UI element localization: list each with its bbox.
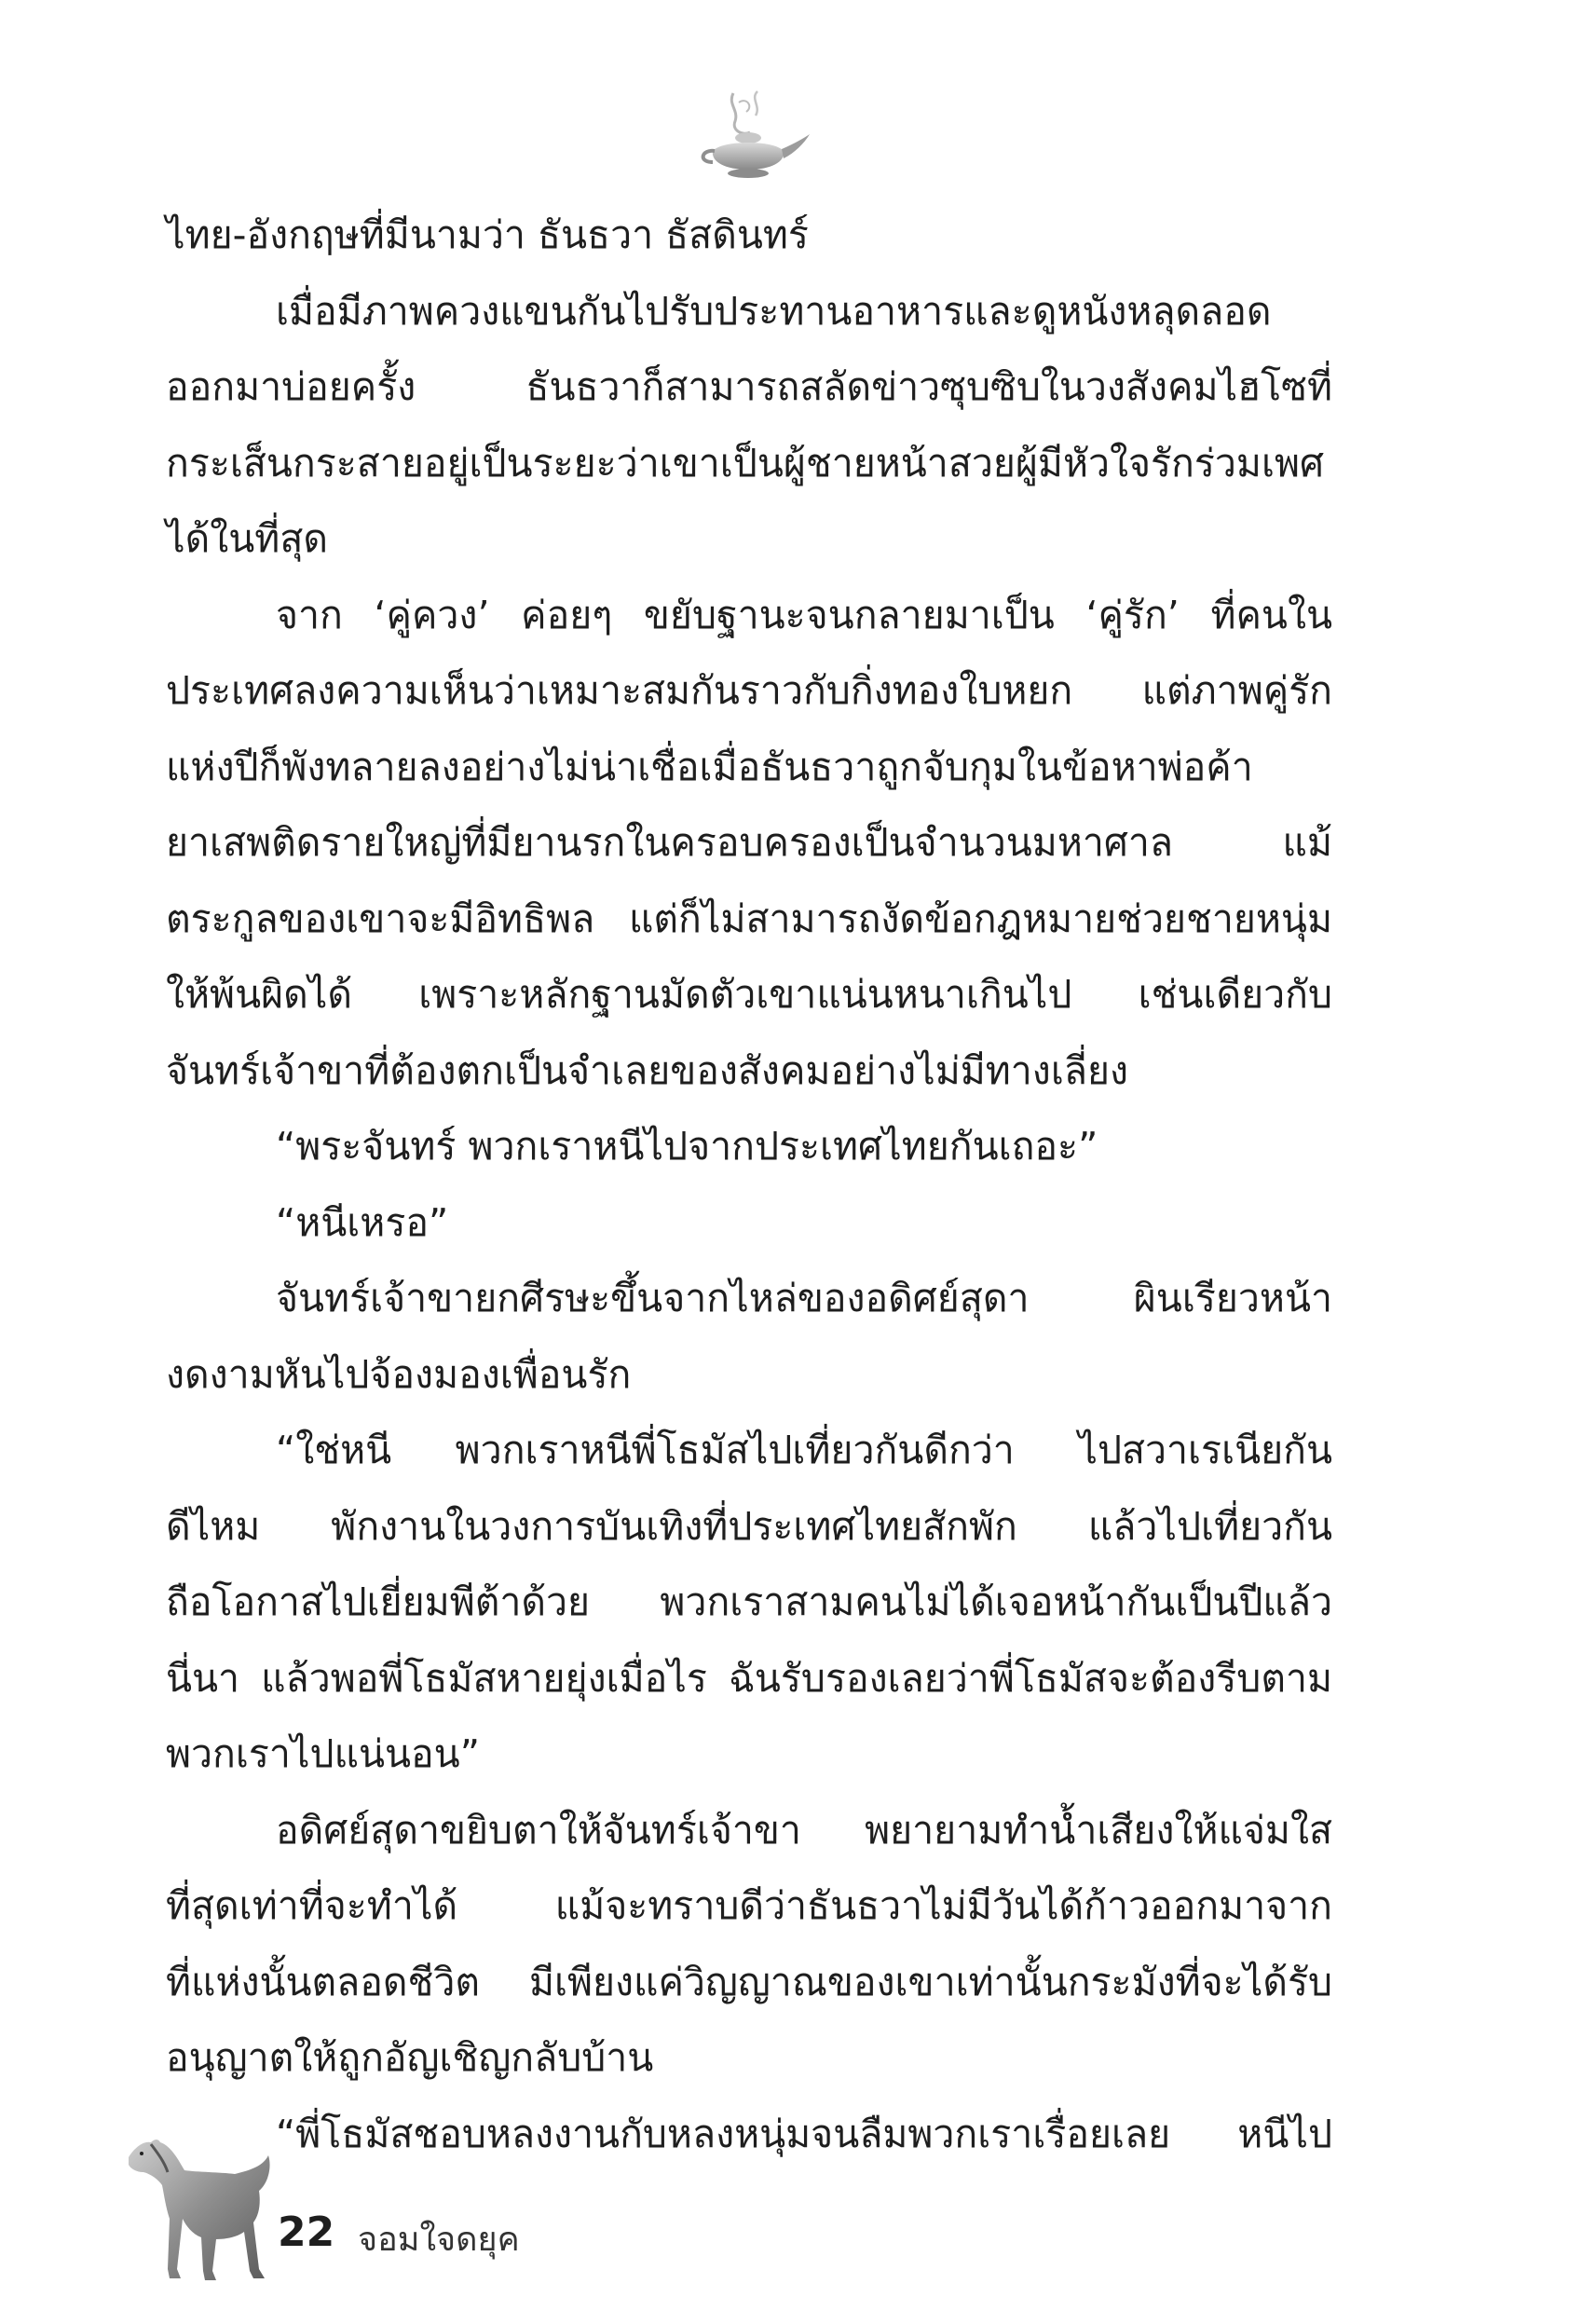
text-line: “พี่โธมัสชอบหลงงานกับหลงหนุ่มจนลืมพวกเราเรื่อยเลย หนีไป	[276, 2111, 1332, 2156]
text-line: “ใช่หนี พวกเราหนีพี่โธมัสไปเที่ยวกันดีกว่า ไปสวาเรเนียกัน	[276, 1428, 1332, 1472]
text-line: กระเส็นกระสายอยู่เป็นระยะว่าเขาเป็นผู้ชายหน้าสวยผู้มีหัวใจรักร่วมเพศ	[166, 440, 1325, 485]
body-text	[166, 198, 1332, 2172]
running-title: จอมใจดยุค	[358, 2221, 520, 2259]
text-line: ยาเสพติดรายใหญ่ที่มียานรกในครอบครองเป็นจำนวนมหาศาล แม้	[166, 820, 1332, 865]
text-line: อดิศย์สุดาขยิบตาให้จันทร์เจ้าขา พยายามทำน้ำเสียงให้แจ่มใส	[276, 1807, 1332, 1853]
text-line: จาก ‘คู่ควง’ ค่อยๆ ขยับฐานะจนกลายมาเป็น ‘คู่รัก’ ที่คนใน	[276, 592, 1332, 637]
text-line: ดีไหม พักงานในวงการบันเทิงที่ประเทศไทยสักพัก แล้วไปเที่ยวกัน	[166, 1503, 1332, 1549]
text-line: “พระจันทร์ พวกเราหนีไปจากประเทศไทยกันเถอะ”	[276, 1124, 1098, 1169]
text-line: งดงามหันไปจ้องมองเพื่อนรัก	[166, 1351, 632, 1397]
text-line: ไทย-อังกฤษที่มีนามว่า ธันธวา ธัสดินทร์	[166, 212, 809, 257]
text-line: ให้พ้นผิดได้ เพราะหลักฐานมัดตัวเขาแน่นหนาเกินไป เช่นเดียวกับ	[166, 972, 1332, 1017]
page-number: 22	[278, 2208, 335, 2256]
text-line: อนุญาตให้ถูกอัญเชิญกลับบ้าน	[166, 2035, 654, 2080]
text-line: ตระกูลของเขาจะมีอิทธิพล แต่ก็ไม่สามารถงัดข้อกฎหมายช่วยชายหนุ่ม	[166, 896, 1332, 941]
text-line: พวกเราไปแน่นอน”	[166, 1731, 480, 1776]
horse-icon	[123, 2129, 272, 2288]
text-line: จันทร์เจ้าขาที่ต้องตกเป็นจำเลยของสังคมอย่างไม่มีทางเลี่ยง	[166, 1047, 1129, 1093]
text-line: ที่แห่งนั้นตลอดชีวิต มีเพียงแค่วิญญาณของเขาเท่านั้นกระมังที่จะได้รับ	[166, 1959, 1332, 2004]
text-line: เมื่อมีภาพควงแขนกันไปรับประทานอาหารและดูหนังหลุดลอด	[276, 288, 1272, 334]
text-line: ได้ในที่สุด	[166, 516, 328, 561]
text-line: ถือโอกาสไปเยี่ยมพีต้าด้วย พวกเราสามคนไม่ได้เจอหน้ากันเป็นปีแล้ว	[166, 1579, 1332, 1624]
text-line: ออกมาบ่อยครั้ง ธันธวาก็สามารถสลัดข่าวซุบซิบในวงสังคมไฮโซที่	[166, 364, 1332, 409]
genie-lamp-icon	[685, 82, 815, 185]
text-line: “หนีเหรอ”	[276, 1199, 449, 1245]
text-line: แห่งปีก็พังทลายลงอย่างไม่น่าเชื่อเมื่อธันธวาถูกจับกุมในข้อหาพ่อค้า	[166, 744, 1253, 789]
text-line: ที่สุดเท่าที่จะทำได้ แม้จะทราบดีว่าธันธวาไม่มีวันได้ก้าวออกมาจาก	[166, 1883, 1332, 1928]
text-line: จันทร์เจ้าขายกศีรษะขึ้นจากไหล่ของอดิศย์สุดา ผินเรียวหน้า	[276, 1276, 1332, 1320]
text-line: ประเทศลงความเห็นว่าเหมาะสมกันราวกับกิ่งทองใบหยก แต่ภาพคู่รัก	[166, 668, 1332, 713]
text-line: นี่นา แล้วพอพี่โธมัสหายยุ่งเมื่อไร ฉันรับรองเลยว่าพี่โธมัสจะต้องรีบตาม	[166, 1655, 1332, 1701]
